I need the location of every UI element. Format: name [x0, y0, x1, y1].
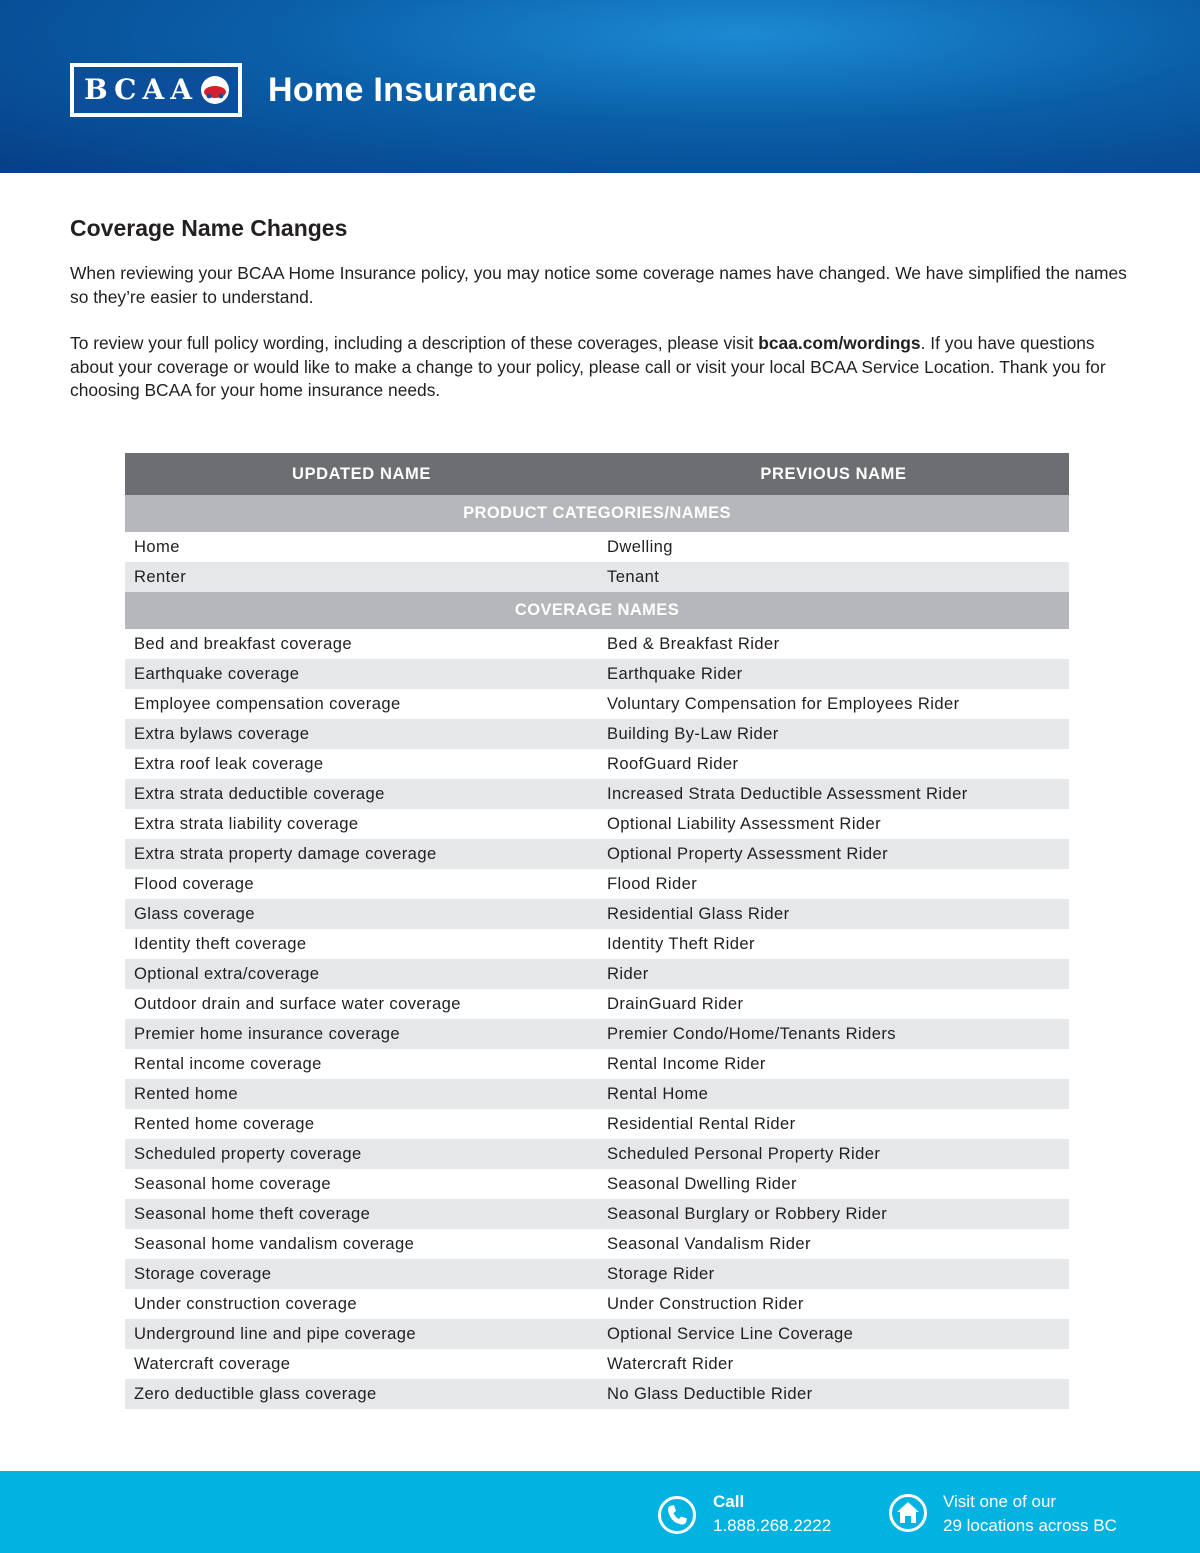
updated-name-cell: Extra strata liability coverage	[134, 814, 359, 833]
page-footer	[0, 1471, 1200, 1553]
section-title: PRODUCT CATEGORIES/NAMES	[125, 495, 1069, 532]
updated-name-cell: Extra roof leak coverage	[134, 754, 324, 773]
updated-name-cell: Outdoor drain and surface water coverage	[134, 994, 461, 1013]
updated-name-cell: Extra strata property damage coverage	[125, 839, 598, 869]
previous-name-cell: DrainGuard Rider	[607, 994, 744, 1013]
updated-name-cell: Zero deductible glass coverage	[125, 1379, 598, 1409]
updated-name-cell: Storage coverage	[125, 1259, 598, 1289]
updated-name-cell: Under construction coverage	[134, 1294, 357, 1313]
table-header-row	[125, 453, 1069, 495]
previous-name-cell: Seasonal Dwelling Rider	[607, 1174, 797, 1193]
visit-info	[943, 1490, 1117, 1538]
updated-name-cell: Seasonal home vandalism coverage	[134, 1234, 415, 1253]
updated-name-cell: Watercraft coverage	[134, 1354, 291, 1373]
visit-line-2[interactable]: 29 locations across BC	[943, 1516, 1117, 1535]
previous-name-cell: Seasonal Burglary or Robbery Rider	[598, 1199, 1069, 1229]
car-emblem-icon	[198, 75, 232, 105]
table-row	[125, 719, 1069, 749]
call-label: Call	[713, 1492, 745, 1511]
previous-name-cell: Premier Condo/Home/Tenants Riders	[598, 1019, 1069, 1049]
intro-paragraph-2	[70, 332, 1130, 403]
updated-name-cell: Flood coverage	[134, 874, 254, 893]
updated-name-cell: Home	[134, 537, 180, 556]
table-row	[125, 1319, 1069, 1349]
call-info	[713, 1490, 831, 1538]
table-row	[125, 929, 1069, 959]
previous-name-cell: Scheduled Personal Property Rider	[598, 1139, 1069, 1169]
previous-name-cell: Optional Property Assessment Rider	[598, 839, 1069, 869]
updated-name-cell: Employee compensation coverage	[134, 694, 401, 713]
previous-name-cell: Flood Rider	[607, 874, 698, 893]
house-icon	[888, 1493, 928, 1533]
previous-name-cell: Optional Service Line Coverage	[598, 1319, 1069, 1349]
intro-paragraph-1: When reviewing your BCAA Home Insurance policy, you may notice some coverage names have changed. We have simplified the names so they’re easier to understand.	[70, 263, 1127, 307]
previous-name-header: PREVIOUS NAME	[598, 453, 1069, 495]
previous-name-cell: Rental Income Rider	[607, 1054, 766, 1073]
previous-name-cell: Watercraft Rider	[607, 1354, 734, 1373]
updated-name-cell: Seasonal home coverage	[134, 1174, 331, 1193]
updated-name-header: UPDATED NAME	[125, 453, 598, 495]
table-row	[125, 839, 1069, 869]
table-row	[125, 749, 1069, 779]
table-row	[125, 959, 1069, 989]
previous-name-cell: Storage Rider	[598, 1259, 1069, 1289]
updated-name-cell: Extra bylaws coverage	[125, 719, 598, 749]
previous-name-cell: Dwelling	[607, 537, 673, 556]
previous-name-cell: Identity Theft Rider	[607, 934, 755, 953]
table-row	[125, 1169, 1069, 1199]
table-row	[125, 1079, 1069, 1109]
table-row	[125, 562, 1069, 592]
table-row	[125, 779, 1069, 809]
table-row	[125, 1049, 1069, 1079]
wordings-link[interactable]: bcaa.com/wordings	[758, 333, 921, 353]
previous-name-cell: Optional Liability Assessment Rider	[607, 814, 882, 833]
table-row	[125, 1379, 1069, 1409]
table-row	[125, 989, 1069, 1019]
updated-name-cell: Earthquake coverage	[125, 659, 598, 689]
previous-name-cell: Increased Strata Deductible Assessment Rider	[598, 779, 1069, 809]
updated-name-cell: Premier home insurance coverage	[125, 1019, 598, 1049]
previous-name-cell: Voluntary Compensation for Employees Rider	[607, 694, 960, 713]
intro-text-before-link: To review your full policy wording, including a description of these coverages, please visit	[70, 333, 759, 353]
table-row	[125, 1139, 1069, 1169]
updated-name-cell: Renter	[125, 562, 598, 592]
table-row	[125, 1199, 1069, 1229]
coverage-name-table	[125, 453, 1069, 1409]
table-row	[125, 689, 1069, 719]
previous-name-cell: Rider	[598, 959, 1069, 989]
updated-name-cell: Extra strata deductible coverage	[125, 779, 598, 809]
page-title: Coverage Name Changes	[70, 215, 348, 241]
previous-name-cell: RoofGuard Rider	[607, 754, 739, 773]
table-row	[125, 899, 1069, 929]
previous-name-cell: Tenant	[598, 562, 1069, 592]
previous-name-cell: Building By-Law Rider	[598, 719, 1069, 749]
phone-number[interactable]: 1.888.268.2222	[713, 1516, 832, 1535]
previous-name-cell: Residential Rental Rider	[607, 1114, 796, 1133]
updated-name-cell: Scheduled property coverage	[125, 1139, 598, 1169]
page-header	[0, 0, 1200, 173]
previous-name-cell: Seasonal Vandalism Rider	[607, 1234, 811, 1253]
bcaa-logo	[70, 63, 242, 117]
previous-name-cell: Earthquake Rider	[598, 659, 1069, 689]
updated-name-cell: Rental income coverage	[134, 1054, 322, 1073]
previous-name-cell: Bed & Breakfast Rider	[607, 634, 780, 653]
table-row	[125, 1349, 1069, 1379]
table-row	[125, 1289, 1069, 1319]
previous-name-cell: Residential Glass Rider	[598, 899, 1069, 929]
section-header-row	[125, 592, 1069, 629]
visit-line-1: Visit one of our	[943, 1492, 1057, 1511]
updated-name-cell: Bed and breakfast coverage	[134, 634, 352, 653]
intro-text-after-link: . If you have questions about your coverage or would like to make a change to your policy, please call or visit your local BCAA Service Location. Thank you for choosing BCAA for your home insurance needs.	[70, 333, 1106, 400]
previous-name-cell: Under Construction Rider	[607, 1294, 804, 1313]
updated-name-cell: Glass coverage	[125, 899, 598, 929]
updated-name-cell: Rented home	[125, 1079, 598, 1109]
table-row	[125, 532, 1069, 562]
table-row	[125, 809, 1069, 839]
updated-name-cell: Seasonal home theft coverage	[125, 1199, 598, 1229]
table-row	[125, 629, 1069, 659]
logo-wordmark: BCAA	[84, 73, 198, 106]
table-body	[125, 495, 1069, 1409]
phone-icon	[657, 1495, 697, 1535]
table-row	[125, 659, 1069, 689]
table-row	[125, 1019, 1069, 1049]
updated-name-cell: Rented home coverage	[134, 1114, 315, 1133]
section-header-row	[125, 495, 1069, 532]
section-title: COVERAGE NAMES	[125, 592, 1069, 629]
updated-name-cell: Identity theft coverage	[134, 934, 307, 953]
updated-name-cell: Underground line and pipe coverage	[125, 1319, 598, 1349]
header-title: Home Insurance	[268, 71, 537, 109]
updated-name-cell: Optional extra/coverage	[125, 959, 598, 989]
table-row	[125, 1109, 1069, 1139]
previous-name-cell: No Glass Deductible Rider	[598, 1379, 1069, 1409]
previous-name-cell: Rental Home	[598, 1079, 1069, 1109]
table-row	[125, 869, 1069, 899]
table-row	[125, 1229, 1069, 1259]
table-row	[125, 1259, 1069, 1289]
